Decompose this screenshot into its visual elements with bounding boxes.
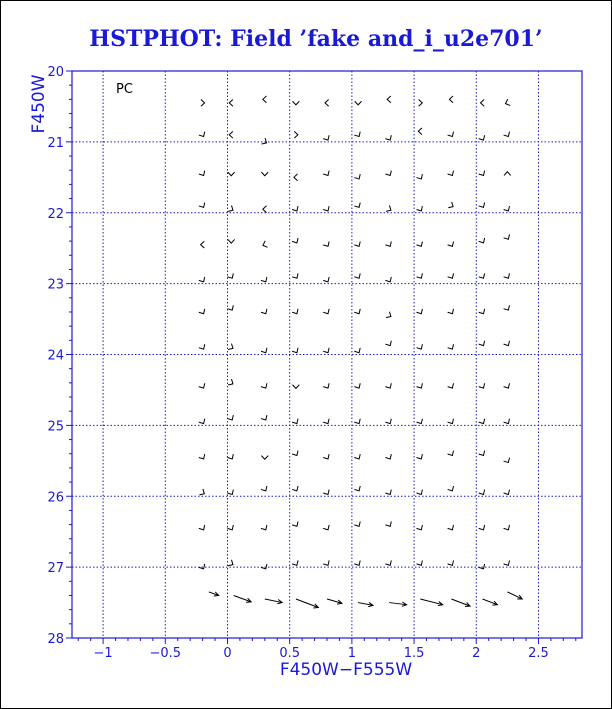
y-tick-label: 22 bbox=[47, 206, 64, 222]
x-tick-label: −0.5 bbox=[149, 646, 182, 661]
y-tick-label: 20 bbox=[47, 65, 64, 80]
x-tick-label: 2 bbox=[472, 646, 481, 661]
x-axis-label: F450W−F555W bbox=[279, 660, 413, 680]
x-tick-label: 1 bbox=[347, 646, 357, 661]
y-tick-label: 21 bbox=[47, 135, 64, 151]
x-tick-label: 2.5 bbox=[528, 646, 549, 661]
y-tick-label: 24 bbox=[47, 348, 64, 364]
x-tick-label: 0 bbox=[223, 646, 232, 661]
x-tick-label: −1 bbox=[93, 646, 113, 661]
x-tick-label: 1.5 bbox=[403, 646, 425, 661]
y-tick-label: 27 bbox=[47, 561, 64, 577]
y-tick-label: 26 bbox=[47, 490, 64, 506]
x-tick-label: 0.5 bbox=[279, 646, 301, 661]
chart-title: HSTPHOT: Field ’fake and_i_u2e701’ bbox=[89, 26, 543, 52]
y-tick-label: 25 bbox=[47, 419, 64, 435]
y-tick-label: 23 bbox=[47, 277, 64, 293]
y-tick-label: 28 bbox=[47, 632, 64, 647]
chip-annotation: PC bbox=[116, 82, 133, 97]
y-axis-label: F450W bbox=[29, 74, 49, 134]
